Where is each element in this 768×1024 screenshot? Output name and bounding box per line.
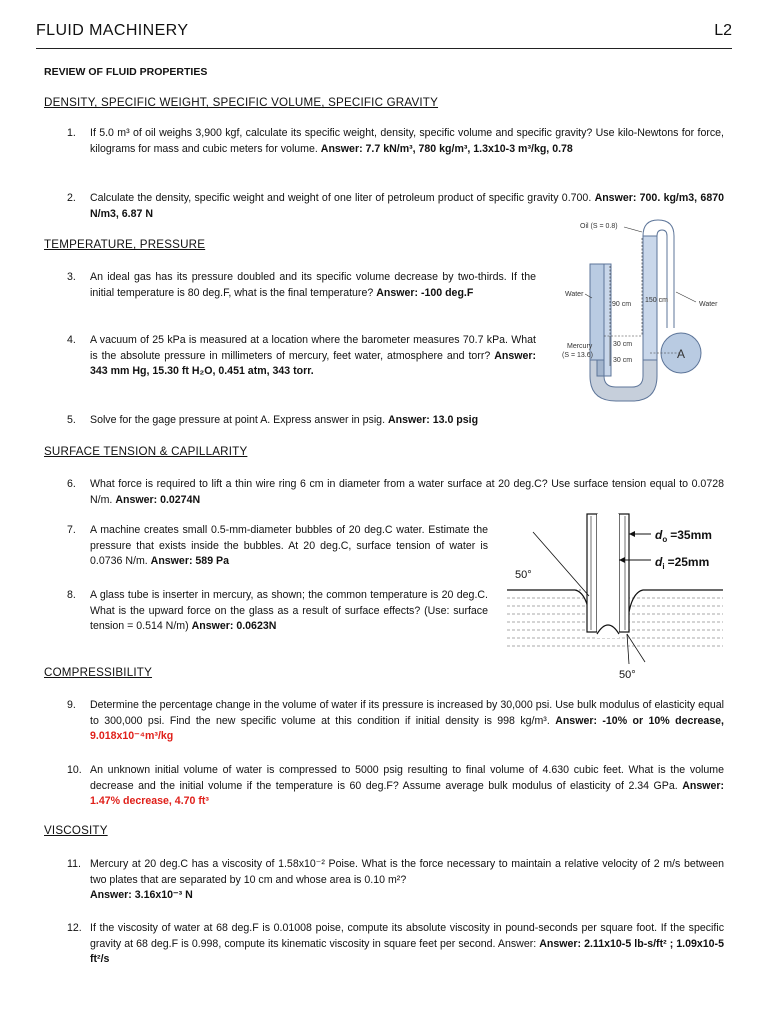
di-label: =25mm [667,555,710,569]
glass-tube-figure [505,512,725,682]
answer: Answer: 589 Pa [150,555,229,567]
dim-150cm: 150 cm [645,297,668,304]
question-text: A machine creates small 0.5-mm-diameter bubbles of 20 deg.C water. Estimate the pressure that exists inside the bubbles. At 20 deg.C, surface tension of water is 0.0736 N/m. [90,524,488,567]
section-density: DENSITY, SPECIFIC WEIGHT, SPECIFIC VOLUME, SPECIFIC GRAVITY [44,96,439,109]
question-10 [67,763,724,810]
question-number: 11. [67,858,81,870]
answer: Answer: 0.0623N [191,620,277,632]
question-7 [67,523,488,570]
dim-30cm-b: 30 cm [613,357,633,364]
question-number: 6. [67,478,76,490]
section-surface-tension: SURFACE TENSION & CAPILLARITY [44,445,248,458]
question-text: If 5.0 m³ of oil weighs 3,900 kgf, calculate its specific weight, density, specific volume and specific gravity? Use kilo-Newtons for force, kilograms for mass and cubic meters for volume. [90,127,724,155]
dim-30cm-a: 30 cm [613,341,633,348]
answer: Answer: 0.0274N [115,493,201,506]
answer: Answer: [682,779,724,792]
question-12 [67,921,724,968]
question-number: 8. [67,589,76,601]
question-1 [67,126,724,157]
di-symbol: d [655,555,663,569]
question-number: 4. [67,334,76,346]
question-text: Determine the percentage change in the volume of water if its pressure is increased by 30,000 psi. Use bulk modulus of elasticity equal to 300,000 psi. Find the new specific volume at this condition if initial density is 998 kg/m³. [90,699,724,727]
mercury-label: Mercury [567,343,593,350]
angle-bottom-label: 50° [619,669,636,681]
oil-label: Oil (S = 0.8) [580,223,618,230]
question-number: 2. [67,192,76,204]
question-text: An ideal gas has its pressure doubled and its specific volume decrease by two-thirds. If the initial temperature is 80 deg.F, what is the final temperature? [90,271,536,299]
manometer-figure [550,218,725,404]
answer-highlight: 9.018x10⁻⁴m³/kg [90,730,174,742]
answer: Answer: 7.7 kN/m³, 780 kg/m³, 1.3x10-3 m³/kg, 0.78 [320,142,573,155]
question-11 [67,857,724,904]
course-title: FLUID MACHINERY [36,22,189,39]
section-compressibility: COMPRESSIBILITY [44,666,153,679]
answer: Answer: 700. kg/m3, 6870 N/m3, 6.87 N [90,192,724,220]
answer-highlight: 1.47% decrease, 4.70 ft³ [90,795,209,807]
question-text: An unknown initial volume of water is compressed to 5000 psig resulting to final volume of 4.630 cubic feet. What is the volume decrease and the initial volume if the temperature is 60 deg.F? Assume average bulk modulus of elasticity of 2.34 GPa. [90,764,724,792]
answer: Answer: 13.0 psig [387,414,479,426]
svg-text:do=35mm [655,528,712,544]
do-label: =35mm [670,528,712,542]
lesson-code: L2 [714,22,732,39]
question-9 [67,698,725,745]
answer: Answer: 343 mm Hg, 15.30 ft H₂O, 0.451 atm, 343 torr. [90,349,536,377]
page-header [36,18,732,49]
answer: Answer: -10% or 10% decrease, [555,714,725,727]
mercury-sg-label: (S = 13.6) [562,352,593,359]
water-left-label: Water [565,291,584,298]
answer: Answer: 3.16x10⁻³ N [90,889,193,901]
question-number: 3. [67,271,76,283]
svg-text:di=25mm [655,555,709,571]
point-a-label: A [677,347,686,361]
question-text: Calculate the density, specific weight and weight of one liter of petroleum product of specific gravity 0.700. [90,192,592,204]
question-text: Solve for the gage pressure at point A. Express answer in psig. [90,414,386,426]
question-6 [67,477,724,508]
question-4 [67,333,536,380]
question-text: A vacuum of 25 kPa is measured at a location where the barometer measures 70.7 kPa. What is the absolute pressure in millimeters of mercury, feet water, atmosphere and torr? [90,334,536,362]
question-number: 10. [67,764,82,776]
section-temperature: TEMPERATURE, PRESSURE [44,238,206,251]
question-text: A glass tube is inserter in mercury, as shown; the common temperature is 20 deg.C. What is the upward force on the glass as a result of surface effects? (Use: surface tension = 0.514 N/m) [90,589,488,632]
do-symbol: d [655,528,663,542]
question-number: 12. [67,922,82,934]
question-text: Mercury at 20 deg.C has a viscosity of 1.58x10⁻² Poise. What is the force necessary to maintain a relative velocity of 2 m/s between two plates that are separated by 10 cm and whose area is 0.10 m²? [90,858,724,886]
answer: Answer: -100 deg.F [376,286,474,299]
di-subscript: i [662,562,665,571]
section-viscosity: VISCOSITY [44,824,108,837]
question-3 [67,270,536,301]
answer: Answer: 2.11x10-5 lb-s/ft² ; 1.09x10-5 ft²/s [90,937,724,965]
review-heading: REVIEW OF FLUID PROPERTIES [44,66,208,78]
dim-90cm: 90 cm [612,301,632,308]
do-subscript: o [662,535,668,544]
question-8 [67,588,488,635]
angle-top-label: 50° [515,569,532,581]
question-text: What force is required to lift a thin wire ring 6 cm in diameter from a water surface at 20 deg.C? Use surface tension equal to 0.0728 N/m. [90,478,724,506]
water-right-label: Water [699,301,718,308]
question-5 [67,413,724,429]
question-number: 7. [67,524,76,536]
question-number: 5. [67,414,76,426]
question-number: 9. [67,699,76,711]
question-text: If the viscosity of water at 68 deg.F is 0.01008 poise, compute its absolute viscosity in pound-seconds per square foot. If the specific gravity at 68 deg.F is 0.998, compute its kinematic viscosity in square feet per second. Answer: [90,922,724,950]
question-number: 1. [67,127,76,139]
